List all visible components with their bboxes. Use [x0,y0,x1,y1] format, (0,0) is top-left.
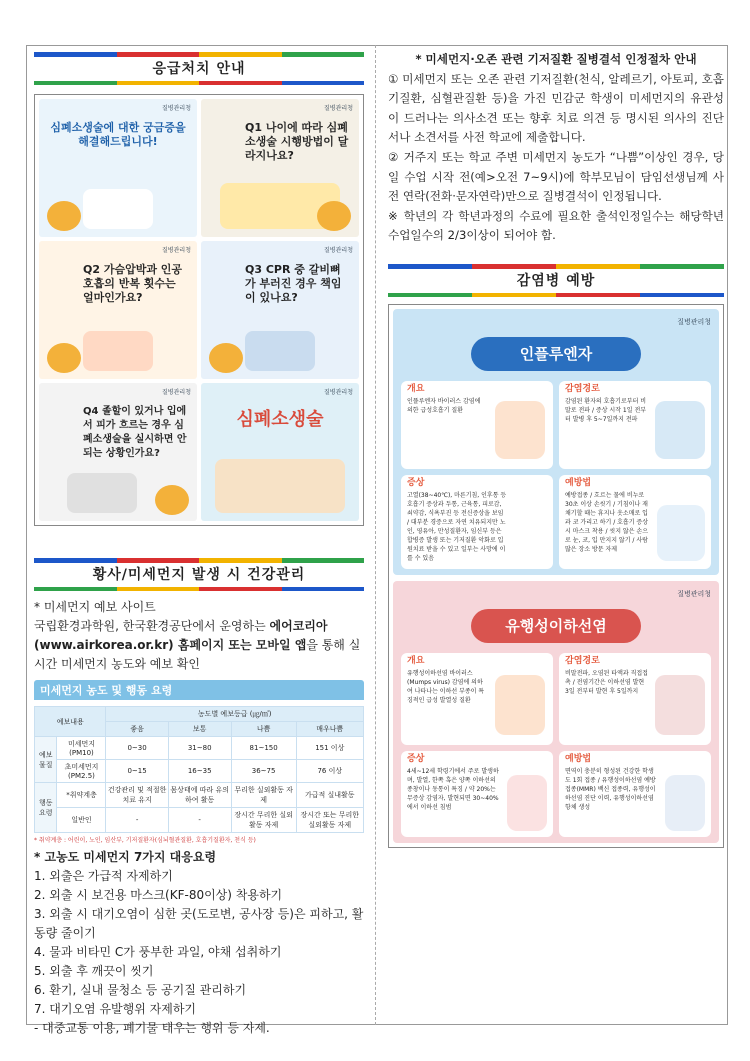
cell: 16~35 [168,760,231,783]
mascot-cat-icon [317,201,351,231]
mumps-route-box [559,653,711,745]
pm-table-title: 미세먼지 농도 및 행동 요령 [34,680,364,700]
cell: 가급적 실내활동 [296,783,363,808]
row-label: 미세먼지(PM10) [57,737,106,760]
coughing-person-illustration [495,401,545,459]
list-item: 2. 외출 시 보건용 마스크(KF-80이상) 착용하기 [34,888,283,902]
box-heading: 감염경로 [565,383,600,394]
box-heading: 예방법 [565,753,592,764]
box-text: 예방접종 / 흐르는 물에 비누로 30초 이상 손씻기 / 기침이나 재채기할 때는 휴지나 옷소매로 입과 코 가리고 하기 / 호흡기 증상 시 마스크 착용 / 씻지 않은 손으로 눈, 코, 입 만지지 않기 / 사람 많은 장소 방문 자제 [565,491,649,553]
agency-logo: 질병관리청 [162,389,191,396]
grade-very-bad: 매우나쁨 [296,722,363,737]
cpr-scene-illustration [245,331,315,371]
pm-item-header: 예보내용 [35,707,106,737]
cpr-q4-card [39,383,197,521]
card-caption: 심폐소생술 [236,409,324,430]
box-heading: 감염경로 [565,655,600,666]
box-text: 유행성이하선염 바이러스 (Mumps virus) 감염에 의하여 나타나는 이하선 부종이 특징적인 급성 발열성 질환 [407,669,485,704]
absence-block [388,50,724,246]
box-text: 비말전파, 오염된 타액과 직접접촉 / 전염기간은 이하선염 발현 3일 전부터 발현 후 5일까지 [565,669,648,695]
list-item: 5. 외출 후 깨끗이 씻기 [34,964,154,978]
sneezing-people-illustration [655,401,705,459]
card-caption: Q3 CPR 중 갈비뼈가 부러진 경우 책임이 있나요? [245,263,342,304]
mumps-overview-box [401,653,553,745]
absence-heading: * 미세먼지·오존 관련 기저질환 질병결석 인정절차 안내 [415,52,697,66]
first-aid-infographic [34,94,364,526]
cell: 36~75 [231,760,296,783]
dust-site-block [34,598,364,674]
mumps-prevention-box [559,751,711,837]
flu-poster [393,309,719,575]
cell: 장시간 또는 무리한 실외활동 자제 [296,808,363,833]
list-item: - 대중교통 이용, 폐기물 태우는 행위 등 자제. [34,1021,270,1035]
box-heading: 증상 [407,753,425,764]
flu-overview-box [401,381,553,469]
table-row [35,808,364,833]
vaccine-syringe-icon [665,775,705,831]
cell: 31~80 [168,737,231,760]
cpr-poster-card [201,383,359,521]
cell: 장시간 무리한 실외활동 자제 [231,808,296,833]
box-text: 4세~12세 학령기에서 주로 발생하며, 발열, 한쪽 혹은 양쪽 이하선의 종창이나 동통이 특징 / 약 20%는 무증상 감염자, 발현되면 30~40%에서 이하선 침범 [407,767,499,811]
cell: - [106,808,168,833]
handwashing-illustration [657,505,705,561]
agency-logo: 질병관리청 [324,389,353,396]
cell: 76 이상 [296,760,363,783]
row-group: 예보 물질 [35,737,57,783]
pm-guide-table-wrapper [34,680,364,844]
cpr-illustration [83,189,153,229]
cell: 건강관리 및 적절한 치료 유지 [106,783,168,808]
grade-normal: 보통 [168,722,231,737]
dust-tips-heading: * 고농도 미세먼지 7가지 대응요령 [34,850,217,864]
infection-title: 감염병 예방 [516,272,596,289]
mumps-poster [393,581,719,843]
left-column [34,52,364,1038]
grade-good: 좋음 [106,722,168,737]
flu-title: 인플루엔자 [471,337,641,371]
table-row [35,783,364,808]
box-text: 인플루엔자 바이러스 감염에 의한 급성호흡기 질환 [407,397,481,414]
sneezing-person-illustration [655,675,705,735]
row-label: 초미세먼지(PM2.5) [57,760,106,783]
pm-guide-table [34,706,364,833]
dust-title: 황사/미세먼지 발생 시 건강관리 [92,567,306,583]
right-column [388,50,724,848]
row-label: *취약계층 [57,783,106,808]
pm-grade-header: 농도별 예보등급 (㎍/㎥) [106,707,364,722]
list-item: 7. 대기오염 유발행위 자제하기 [34,1002,196,1016]
list-item: 1. 외출은 가급적 자제하기 [34,869,173,883]
dust-site-text-2: 을 통해 실시간 미세먼지 농도와 예보 확인 [34,638,361,671]
dust-header [34,558,364,594]
cpr-q1-card [201,99,359,237]
absence-p2: ② 거주지 또는 학교 주변 미세먼지 농도가 “나쁨”이상인 경우, 당일 수업 시작 전(예>오전 7~9시)에 학부모님이 담임선생님께 사전 연락(전화·문자연락)만으로 질병결석이 인정됩니다. [388,149,724,204]
airkorea-link[interactable]: 에어코리아 (www.airkorea.or.kr) 홈페이지 또는 모바일 앱 [34,619,328,652]
cell: 0~15 [106,760,168,783]
agency-logo: 질병관리청 [324,105,353,112]
cell: - [168,808,231,833]
agency-logo: 질병관리청 [677,317,711,326]
row-group: 행동 요령 [35,783,57,833]
agency-logo: 질병관리청 [162,247,191,254]
agency-logo: 질병관리청 [324,247,353,254]
box-heading: 예방법 [565,477,592,488]
mascot-cat-icon [209,343,243,373]
table-row [35,760,364,783]
cell: 151 이상 [296,737,363,760]
card-caption: 심폐소생술에 대한 궁금증을 해결해드립니다! [50,121,186,148]
list-item: 4. 물과 비타민 C가 풍부한 과일, 야채 섭취하기 [34,945,282,959]
mascot-cat-icon [47,201,81,231]
flu-symptom-box [401,475,553,569]
mascot-cat-icon [47,343,81,373]
cpr-intro-card [39,99,197,237]
cell: 0~30 [106,737,168,760]
cell: 몸상태에 따라 유의하여 활동 [168,783,231,808]
box-text: 면역이 충분히 형성된 건강한 학생도 1회 접종 / 유행성이하선염 예방접종(MMR) 백신 접종력, 유행성이하선염 진단 이력, 유행성이하선염 항체 생성 [565,767,656,811]
crowd-illustration [215,459,345,513]
card-caption: Q4 졸할이 있거나 입에서 피가 흐르는 경우 심폐소생술을 실시하면 안 되는 상황인가요? [83,406,187,459]
list-item: 6. 환기, 실내 물청소 등 공기질 관리하기 [34,983,247,997]
dust-tips [34,848,364,1038]
dust-site-heading: * 미세먼지 예보 사이트 [34,600,156,614]
row-label: 일반인 [57,808,106,833]
compression-illustration [83,331,153,371]
box-text: 감염된 환자의 호흡기로부터 비말로 전파 / 증상 시작 1일 전부터 발병 후 5~7일까지 전파 [565,397,647,423]
first-aid-title: 응급처치 안내 [152,61,246,77]
box-heading: 개요 [407,655,425,666]
grade-bad: 나쁨 [231,722,296,737]
absence-p1: ① 미세먼지 또는 오존 관련 기저질환(천식, 알레르기, 아토피, 호흡기질환, 심혈관질환 등)을 가진 민감군 학생이 미세먼지의 유관성이 드러나는 의사소견 또는 향후 치료 의견 등 명시된 의사의 진단서나 소견서를 사전 학교에 제출합니다. [388,71,724,145]
cpr-q2-card [39,241,197,379]
cell: 81~150 [231,737,296,760]
cpr-q3-card [201,241,359,379]
flu-route-box [559,381,711,469]
box-text: 고열(38~40℃), 마른기침, 인후통 등 호흡기 증상과 두통, 근육통, 피로감, 쇠약감, 식욕부진 등 전신증상을 보임 / 대부분 경증으로 자연 치유되지만 노인, 영유아, 만성질환자, 임신부 등은 합병증 발생 또는 기저질환 악화로 입원치료 받을 수 있고 일부는 사망에 이를 수 있음 [407,491,507,562]
infection-posters [388,304,724,848]
first-aid-header [34,52,364,88]
agency-logo: 질병관리청 [162,105,191,112]
mascot-cat-icon [155,485,189,515]
swollen-cheek-illustration [495,675,545,735]
mumps-symptom-box [401,751,553,837]
agency-logo: 질병관리청 [677,589,711,598]
card-caption: Q1 나이에 따라 심폐소생술 시행방법이 달라지나요? [245,121,349,162]
thermometer-icon [507,775,547,831]
box-heading: 개요 [407,383,425,394]
table-row [35,737,364,760]
cell: 무리한 실외활동 자제 [231,783,296,808]
card-caption: Q2 가슴압박과 인공호흡의 반복 횟수는 얼마인가요? [83,263,183,304]
pm-table-note: * 취약계층 : 어린이, 노인, 임산부, 기저질환자(심뇌혈관질환, 호흡기질환자, 천식 등) [34,837,256,844]
dust-site-text-1: 국립환경과학원, 한국환경공단에서 운영하는 [34,619,270,633]
list-item: 3. 외출 시 대기오염이 심한 곳(도로변, 공사장 등)은 피하고, 활동량 줄이기 [34,907,364,940]
absence-note: ※ 학년의 각 학년과정의 수료에 필요한 출석인정일수는 해당학년 수업일수의 2/3이상이 되어야 함. [388,208,724,243]
patient-illustration [67,473,137,513]
column-divider [375,45,376,1025]
box-heading: 증상 [407,477,425,488]
infection-header [388,264,724,300]
flu-prevention-box [559,475,711,569]
mumps-title: 유행성이하선염 [471,609,641,643]
